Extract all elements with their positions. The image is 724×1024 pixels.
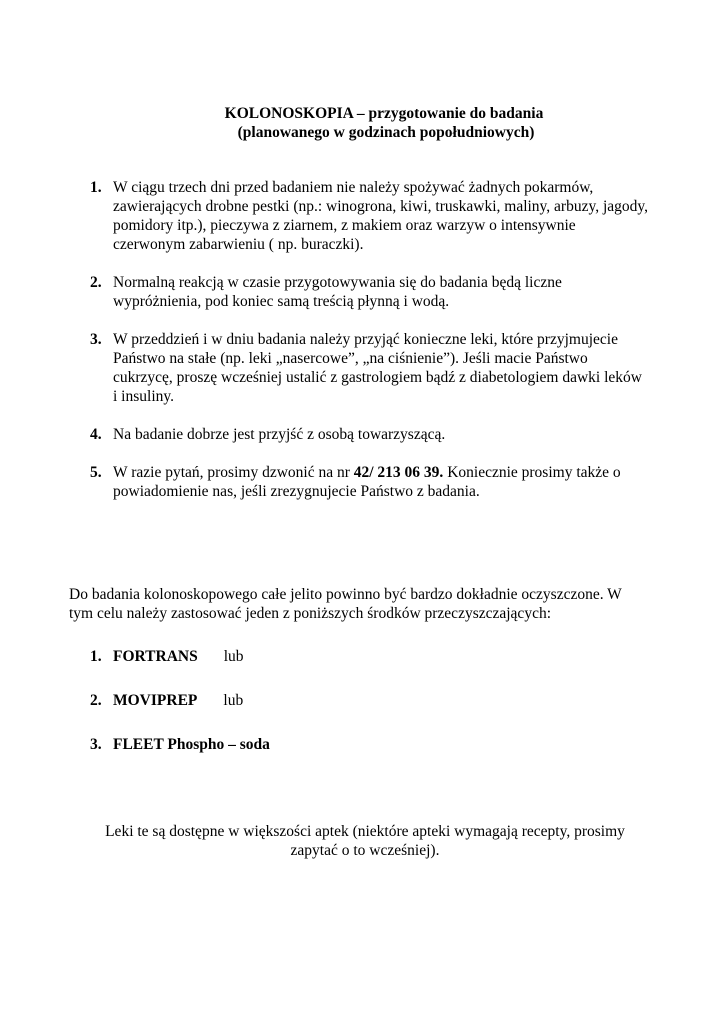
list-number: 2. — [90, 692, 102, 709]
list-number: 5. — [90, 464, 102, 481]
or-separator: lub — [223, 692, 244, 709]
list-item — [90, 691, 650, 710]
document-title — [0, 104, 724, 142]
or-separator: lub — [223, 648, 244, 665]
list-item-text-after: Koniecznie prosimy także o powiadomienie nas, jeśli zrezygnujecie Państwo z badania. — [113, 464, 621, 500]
list-item — [90, 735, 650, 754]
preparation-rules-list — [90, 178, 650, 520]
intro-paragraph: Do badania kolonoskopowego całe jelito powinno być bardzo dokładnie oczyszczone. W tym celu należy zastosować jeden z poniższych środków przeczyszczających: — [69, 586, 622, 622]
laxative-name: MOVIPREP — [113, 692, 198, 709]
list-number: 3. — [90, 736, 102, 753]
list-number: 2. — [90, 274, 102, 291]
laxatives-list — [90, 647, 650, 779]
list-item — [90, 273, 650, 311]
list-item-text: Normalną reakcją w czasie przygotowywania się do badania będą liczne wypróżnienia, pod koniec samą treścią płynną i wodą. — [113, 274, 562, 310]
list-item — [90, 425, 650, 444]
list-number: 1. — [90, 179, 102, 196]
list-item — [90, 178, 650, 254]
list-number: 4. — [90, 426, 102, 443]
list-item-text-before: W razie pytań, prosimy dzwonić na nr — [113, 464, 354, 481]
list-item — [90, 330, 650, 406]
list-item-text: Na badanie dobrze jest przyjść z osobą towarzyszącą. — [113, 426, 446, 443]
list-item-text: W ciągu trzech dni przed badaniem nie należy spożywać żadnych pokarmów, zawierających drobne pestki (np.: winogrona, kiwi, truskawki, maliny, arbuzy, jagody, pomidory itp.), pieczywa z ziarnem, z makiem oraz warzyw o intensywnie czerwonym zabarwieniu ( np. buraczki). — [113, 179, 649, 253]
list-item-text — [113, 464, 621, 500]
title-line-2: (planowanego w godzinach popołudniowych) — [237, 124, 535, 141]
list-item — [90, 463, 650, 501]
list-item-text: W przeddzień i w dniu badania należy przyjąć konieczne leki, które przyjmujecie Państwo na stałe (np. leki „nasercowe”, „na ciśnienie”). Jeśli macie Państwo cukrzycę, proszę wcześniej ustalić z gastrologiem bądź z diabetologiem dawki leków i insuliny. — [113, 331, 642, 405]
laxative-name: FLEET Phospho – soda — [113, 736, 270, 753]
list-item — [90, 647, 650, 666]
title-line-1: KOLONOSKOPIA – przygotowanie do badania — [224, 105, 544, 122]
pharmacy-note: Leki te są dostępne w większości aptek (niektóre apteki wymagają recepty, prosimy zapytać o to wcześniej). — [105, 823, 625, 859]
list-number: 3. — [90, 331, 102, 348]
list-number: 1. — [90, 648, 102, 665]
phone-number: 42/ 213 06 39. — [353, 464, 444, 481]
laxative-name: FORTRANS — [113, 648, 198, 665]
